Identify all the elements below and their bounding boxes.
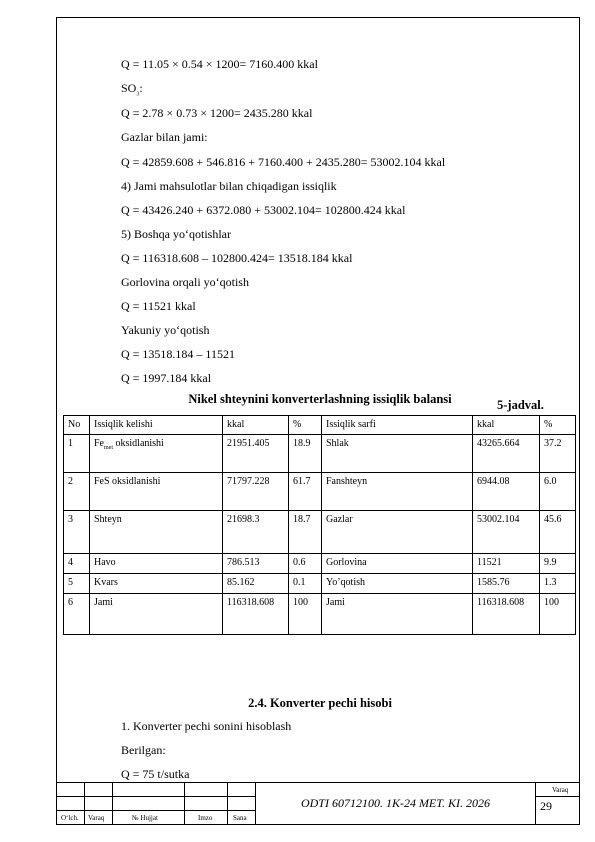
text-line: Q = 43426.240 + 6372.080 + 53002.104= 102800.424 kkal bbox=[121, 203, 406, 217]
table-cell: 100 bbox=[540, 594, 576, 635]
table-cell: Shteyn bbox=[90, 511, 223, 554]
table-cell: Jami bbox=[90, 594, 223, 635]
text-line: Q = 11521 kkal bbox=[121, 299, 196, 313]
table-cell: 43265.664 bbox=[473, 435, 540, 473]
page-number: 29 bbox=[540, 799, 552, 813]
table-cell: 4 bbox=[64, 554, 90, 574]
heat-balance-table bbox=[63, 415, 576, 635]
varaq-label: Varaq bbox=[552, 786, 569, 794]
table-cell: 0.1 bbox=[289, 574, 322, 594]
text-line: 1. Konverter pechi sonini hisoblash bbox=[121, 719, 292, 733]
stamp-col-label: O‘lch. bbox=[61, 814, 79, 822]
table-cell: 18.7 bbox=[289, 511, 322, 554]
text-line: Q = 75 t/sutka bbox=[121, 767, 190, 781]
table-cell: 2 bbox=[64, 473, 90, 511]
table-cell-fe: $Fe_{met}$ oksidlanishi bbox=[90, 435, 223, 473]
table-row bbox=[64, 574, 576, 594]
table-row bbox=[64, 554, 576, 574]
table-cell: 45.6 bbox=[540, 511, 576, 554]
table-cell: Kvars bbox=[90, 574, 223, 594]
table-cell: 53002.104 bbox=[473, 511, 540, 554]
text-line: Gazlar bilan jami: bbox=[121, 130, 208, 144]
header-cell: kkal bbox=[473, 416, 540, 435]
document-code: ODTI 60712100. 1K-24 MET. KI. 2026 bbox=[300, 796, 491, 810]
header-cell: Issiqlik sarfi bbox=[322, 416, 473, 435]
table-cell: Yo’qotish bbox=[322, 574, 473, 594]
stamp-col-label: Sana bbox=[233, 814, 247, 822]
table-cell: 116318.608 bbox=[473, 594, 540, 635]
table-cell: Havo bbox=[90, 554, 223, 574]
table-cell: Gazlar bbox=[322, 511, 473, 554]
text-line: Yakuniy yo‘qotish bbox=[121, 323, 210, 337]
text-line-so3: $SO_3$: bbox=[121, 81, 143, 98]
header-cell: % bbox=[540, 416, 576, 435]
table-cell: 3 bbox=[64, 511, 90, 554]
table-cell: 1585.76 bbox=[473, 574, 540, 594]
title-block bbox=[56, 782, 580, 825]
text-line: Q = 1997.184 kkal bbox=[121, 371, 212, 385]
text-line: Q = 13518.184 – 11521 bbox=[121, 347, 235, 361]
table-cell: 6944.08 bbox=[473, 473, 540, 511]
table-row bbox=[64, 473, 576, 511]
text-line: Q = 2.78 × 0.73 × 1200= 2435.280 kkal bbox=[121, 106, 313, 120]
text-line: 4) Jami mahsulotlar bilan chiqadigan issiqlik bbox=[121, 179, 337, 193]
table-cell: Gorlovina bbox=[322, 554, 473, 574]
table-cell: 21698.3 bbox=[223, 511, 289, 554]
stamp-col-label: № Hujjat bbox=[132, 814, 158, 822]
table-cell: 116318.608 bbox=[223, 594, 289, 635]
table-cell: Shlak bbox=[322, 435, 473, 473]
stamp-col-label: Varaq bbox=[88, 814, 105, 822]
table-cell: 786.513 bbox=[223, 554, 289, 574]
text-line: Q = 116318.608 – 102800.424= 13518.184 kkal bbox=[121, 251, 353, 265]
header-cell: kkal bbox=[223, 416, 289, 435]
section-title: 2.4. Konverter pechi hisobi bbox=[248, 696, 392, 710]
stamp-col-label: Imzo bbox=[198, 814, 213, 822]
table-row bbox=[64, 594, 576, 635]
text-line: Q = 11.05 × 0.54 × 1200= 7160.400 kkal bbox=[121, 57, 318, 71]
header-cell: % bbox=[289, 416, 322, 435]
table-cell: 71797.228 bbox=[223, 473, 289, 511]
table-cell: 6 bbox=[64, 594, 90, 635]
text-line: Gorlovina orqali yo‘qotish bbox=[121, 275, 249, 289]
table-cell: 9.9 bbox=[540, 554, 576, 574]
table-cell: 100 bbox=[289, 594, 322, 635]
table-cell: 1.3 bbox=[540, 574, 576, 594]
table-cell: 61.7 bbox=[289, 473, 322, 511]
table-cell: 11521 bbox=[473, 554, 540, 574]
text-line: 5) Boshqa yo‘qotishlar bbox=[121, 227, 231, 241]
table-cell: Jami bbox=[322, 594, 473, 635]
text-line: Q = 42859.608 + 546.816 + 7160.400 + 2435.280= 53002.104 kkal bbox=[121, 155, 446, 169]
table-cell: Fanshteyn bbox=[322, 473, 473, 511]
text-line: Berilgan: bbox=[121, 743, 166, 757]
table-row bbox=[64, 511, 576, 554]
table-header-row bbox=[64, 416, 576, 435]
table-title: Nikel shteynini konverterlashning issiqlik balansi bbox=[188, 392, 452, 406]
table-label: 5-jadval. bbox=[497, 398, 544, 412]
table-cell: 21951.405 bbox=[223, 435, 289, 473]
table-cell: 5 bbox=[64, 574, 90, 594]
table-row bbox=[64, 435, 576, 473]
header-cell: Issiqlik kelishi bbox=[90, 416, 223, 435]
table-cell: 18.9 bbox=[289, 435, 322, 473]
table-cell: 85.162 bbox=[223, 574, 289, 594]
table-cell: 6.0 bbox=[540, 473, 576, 511]
header-cell: No bbox=[64, 416, 90, 435]
table-cell: 37.2 bbox=[540, 435, 576, 473]
table-cell: 1 bbox=[64, 435, 90, 473]
table-cell: 0.6 bbox=[289, 554, 322, 574]
table-cell: FeS oksidlanishi bbox=[90, 473, 223, 511]
